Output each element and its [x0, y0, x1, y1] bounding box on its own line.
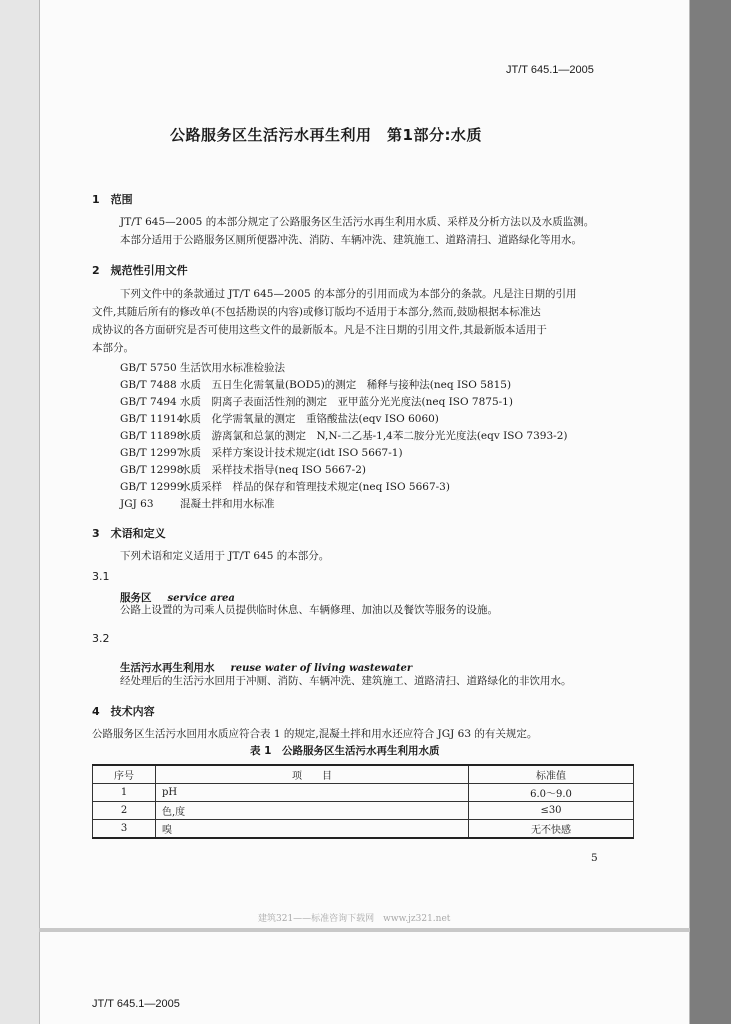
reference-code: GB/T 12998	[120, 464, 184, 476]
section-2-heading: 2 规范性引用文件	[92, 264, 188, 277]
header-doc-code: JT/T 645.1—2005	[506, 64, 594, 76]
cell-item: 嗅	[156, 820, 469, 839]
reference-code: JGJ 63	[120, 498, 154, 510]
viewer-left-margin	[0, 0, 39, 1024]
reference-title: 水质 采样方案设计技术规定(idt ISO 5667-1)	[180, 447, 403, 459]
term-zh: 服务区	[120, 592, 152, 604]
section-4-heading: 4 技术内容	[92, 705, 155, 718]
reference-title: 水质 化学需氧量的测定 重铬酸盐法(eqv ISO 6060)	[180, 413, 439, 425]
reference-code: GB/T 12997	[120, 447, 184, 459]
water-quality-table	[92, 764, 634, 839]
section-2-paragraph-line: 本部分。	[92, 342, 134, 354]
term-definition: 公路上设置的为司乘人员提供临时休息、车辆修理、加油以及餐饮等服务的设施。	[120, 604, 498, 616]
cell-value: 6.0～9.0	[469, 784, 634, 802]
table-row	[93, 802, 634, 820]
cell-no: 2	[93, 802, 156, 820]
reference-code: GB/T 12999	[120, 481, 184, 493]
reference-title: 水质 游离氯和总氯的测定 N,N-二乙基-1,4苯二胺分光光度法(eqv ISO 7393-2)	[180, 430, 568, 442]
reference-item	[120, 360, 285, 377]
reference-code: GB/T 11898	[120, 430, 184, 442]
next-document-page	[39, 932, 690, 1024]
term-number: 3.2	[92, 632, 110, 645]
section-2-paragraph-line: 下列文件中的条款通过 JT/T 645—2005 的本部分的引用而成为本部分的条款。凡是注日期的引用	[120, 288, 577, 300]
page-number: 5	[591, 852, 598, 864]
section-1-paragraph: 本部分适用于公路服务区厕所便器冲洗、消防、车辆冲洗、建筑施工、道路清扫、道路绿化等用水。	[120, 234, 582, 246]
reference-item	[120, 411, 439, 428]
page-title: 公路服务区生活污水再生利用 第1部分:水质	[170, 126, 482, 144]
section-2-paragraph-line: 成协议的各方面研究是否可使用这些文件的最新版本。凡是不注日期的引用文件,其最新版本适用于	[92, 324, 547, 336]
table-caption: 表 1 公路服务区生活污水再生利用水质	[250, 745, 440, 757]
reference-item	[120, 445, 403, 462]
column-header-no: 序号	[93, 765, 156, 784]
viewer-right-margin	[690, 0, 731, 1024]
reference-title: 水质采样 样品的保存和管理技术规定(neq ISO 5667-3)	[180, 481, 450, 493]
section-1-paragraph: JT/T 645—2005 的本部分规定了公路服务区生活污水再生利用水质、采样及分析方法以及水质监测。	[120, 216, 595, 228]
cell-item: 色,度	[156, 802, 469, 820]
column-header-value: 标准值	[469, 765, 634, 784]
section-3-intro: 下列术语和定义适用于 JT/T 645 的本部分。	[120, 550, 330, 562]
reference-title: 生活饮用水标准检验法	[180, 362, 285, 374]
term-zh: 生活污水再生利用水	[120, 662, 215, 674]
reference-title: 水质 五日生化需氧量(BOD5)的测定 稀释与接种法(neq ISO 5815)	[180, 379, 512, 391]
next-page-doc-code: JT/T 645.1—2005	[92, 998, 180, 1010]
table-header-row	[93, 765, 634, 784]
section-3-heading: 3 术语和定义	[92, 527, 166, 540]
table-row	[93, 784, 634, 802]
reference-item	[120, 394, 513, 411]
reference-title: 水质 阴离子表面活性剂的测定 亚甲蓝分光光度法(neq ISO 7875-1)	[180, 396, 513, 408]
section-1-heading: 1 范围	[92, 193, 133, 206]
reference-code: GB/T 5750	[120, 362, 177, 374]
reference-item	[120, 462, 366, 479]
term-definition: 经处理后的生活污水回用于冲厕、消防、车辆冲洗、建筑施工、道路清扫、道路绿化的非饮用水。	[120, 675, 572, 687]
cell-item: pH	[156, 784, 469, 802]
reference-item	[120, 428, 567, 445]
term-number: 3.1	[92, 570, 110, 583]
term-en: service area	[167, 593, 235, 604]
cell-no: 3	[93, 820, 156, 839]
reference-code: GB/T 7494	[120, 396, 177, 408]
table-row	[93, 820, 634, 839]
cell-value: 无不快感	[469, 820, 634, 839]
reference-item	[120, 377, 511, 394]
cell-value: ≤30	[469, 802, 634, 820]
reference-code: GB/T 7488	[120, 379, 177, 391]
document-page	[39, 0, 690, 928]
reference-item	[120, 496, 275, 513]
reference-code: GB/T 11914	[120, 413, 184, 425]
reference-title: 混凝土拌和用水标准	[180, 498, 275, 510]
watermark-text: 建筑321——标准咨询下载网 www.jz321.net	[258, 914, 451, 924]
reference-title: 水质 采样技术指导(neq ISO 5667-2)	[180, 464, 366, 476]
term-en: reuse water of living wastewater	[230, 663, 413, 674]
cell-no: 1	[93, 784, 156, 802]
reference-item	[120, 479, 450, 496]
section-4-paragraph: 公路服务区生活污水回用水质应符合表 1 的规定,混凝土拌和用水还应符合 JGJ 63 的有关规定。	[92, 728, 538, 740]
section-2-paragraph-line: 文件,其随后所有的修改单(不包括勘误的内容)或修订版均不适用于本部分,然而,鼓励根据本标准达	[92, 306, 541, 318]
column-header-item: 项 目	[156, 765, 469, 784]
